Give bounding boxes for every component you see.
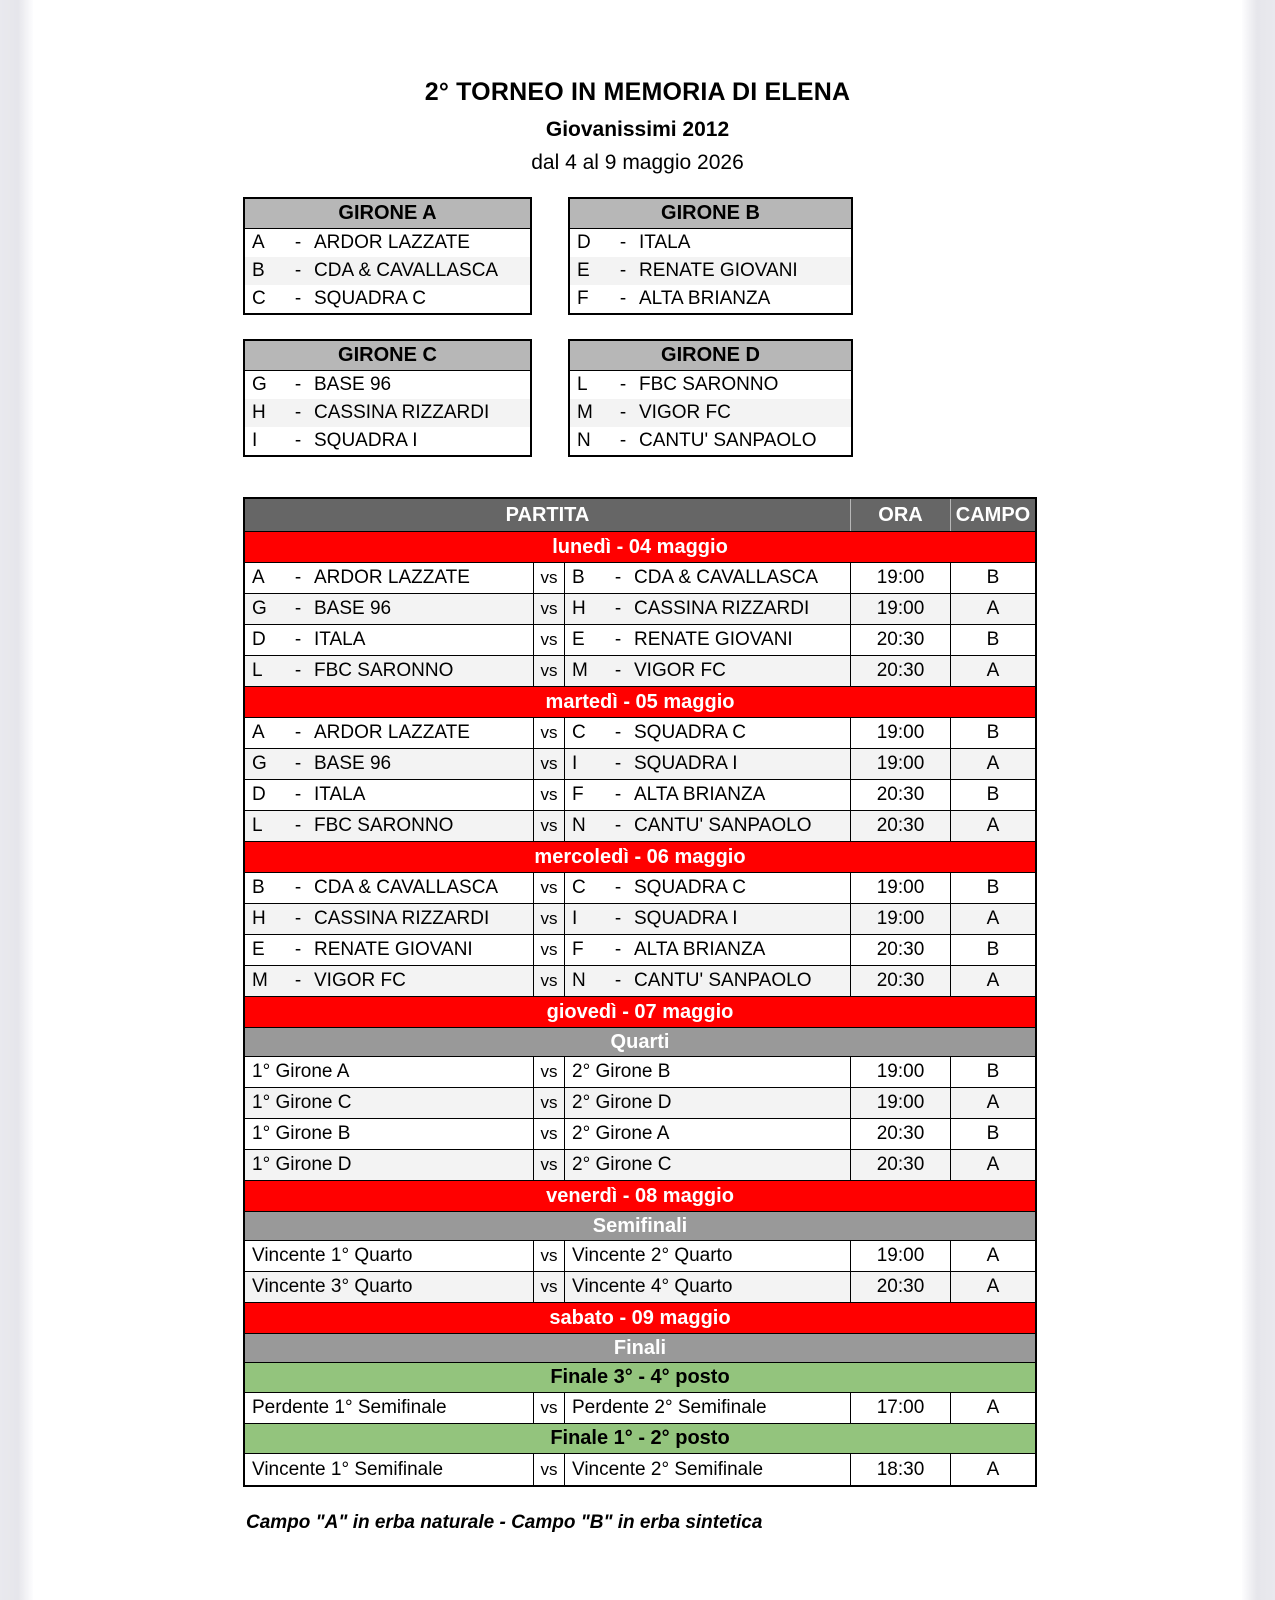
field-cell: B	[950, 1057, 1035, 1087]
team-name: Vincente 2° Quarto	[572, 1245, 733, 1266]
team-letter: C	[572, 722, 586, 743]
team-name: ARDOR LAZZATE	[314, 567, 470, 588]
group-box-girone-a	[243, 197, 532, 315]
team-name: Vincente 2° Semifinale	[572, 1458, 764, 1480]
match-row	[245, 904, 1035, 935]
vs-cell: vs	[533, 935, 565, 965]
team-dash: -	[619, 430, 627, 451]
match-row	[245, 749, 1035, 780]
time-cell: 20:30	[850, 1150, 950, 1180]
group-team-row	[245, 371, 530, 399]
vs-cell: vs	[533, 749, 565, 779]
date-range: dal 4 al 9 maggio 2026	[531, 151, 744, 174]
team-letter: N	[572, 815, 586, 836]
group-team-row	[245, 257, 530, 285]
group-header: GIRONE B	[570, 199, 851, 229]
team-dash: -	[294, 598, 302, 619]
away-team-cell	[565, 1241, 850, 1271]
team-name: ALTA BRIANZA	[634, 939, 766, 960]
team-letter: A	[252, 722, 265, 743]
vs-cell: vs	[533, 1119, 565, 1149]
team-dash: -	[619, 288, 627, 309]
team-dash: -	[614, 784, 622, 805]
vs-cell: vs	[533, 718, 565, 748]
team-name: CASSINA RIZZARDI	[314, 402, 490, 423]
team-dash: -	[619, 260, 627, 281]
time-cell: 19:00	[850, 873, 950, 903]
team-name: 2° Girone D	[572, 1092, 672, 1113]
team-name: CDA & CAVALLASCA	[314, 877, 499, 898]
team-name: CDA & CAVALLASCA	[314, 260, 499, 281]
home-team-cell	[245, 749, 533, 779]
team-letter: I	[572, 908, 578, 929]
title-block	[33, 78, 1242, 175]
match-row	[245, 966, 1035, 997]
col-header-partita: PARTITA	[505, 503, 590, 526]
home-team-cell	[245, 656, 533, 686]
away-team-cell	[565, 1454, 850, 1485]
team-dash: -	[294, 939, 302, 960]
vs-cell: vs	[533, 1454, 565, 1485]
field-cell: A	[950, 656, 1035, 686]
time-cell: 19:00	[850, 563, 950, 593]
team-letter: I	[572, 753, 578, 774]
team-name: ITALA	[639, 232, 691, 253]
group-boxes	[243, 197, 853, 457]
vs-cell: vs	[533, 1393, 565, 1423]
home-team-cell	[245, 1272, 533, 1302]
team-name: FBC SARONNO	[314, 815, 454, 836]
team-letter: E	[252, 939, 265, 960]
field-cell: B	[950, 780, 1035, 810]
match-row	[245, 1393, 1035, 1424]
team-name: BASE 96	[314, 598, 392, 619]
time-cell: 20:30	[850, 811, 950, 841]
team-letter: G	[252, 753, 267, 774]
team-name: SQUADRA C	[634, 877, 746, 898]
time-cell: 20:30	[850, 656, 950, 686]
team-dash: -	[294, 784, 302, 805]
team-name: SQUADRA I	[634, 908, 738, 929]
home-team-cell	[245, 1454, 533, 1485]
team-dash: -	[294, 815, 302, 836]
vs-cell: vs	[533, 1150, 565, 1180]
home-team-cell	[245, 1057, 533, 1087]
home-team-cell	[245, 935, 533, 965]
vs-cell: vs	[533, 811, 565, 841]
team-dash: -	[614, 753, 622, 774]
field-cell: A	[950, 749, 1035, 779]
time-cell: 20:30	[850, 1272, 950, 1302]
field-cell: A	[950, 966, 1035, 996]
home-team-cell	[245, 1088, 533, 1118]
team-name: VIGOR FC	[639, 402, 731, 423]
team-name: 1° Girone C	[252, 1092, 352, 1113]
time-cell: 20:30	[850, 780, 950, 810]
team-dash: -	[614, 629, 622, 650]
field-cell: A	[950, 1088, 1035, 1118]
team-name: Vincente 1° Quarto	[252, 1245, 413, 1266]
team-dash: -	[294, 629, 302, 650]
group-team-row	[570, 427, 851, 455]
team-letter: E	[577, 260, 590, 281]
vs-cell: vs	[533, 563, 565, 593]
team-dash: -	[619, 232, 627, 253]
team-name: 1° Girone D	[252, 1154, 352, 1175]
home-team-cell	[245, 1241, 533, 1271]
team-dash: -	[294, 374, 302, 395]
team-name: ITALA	[314, 784, 366, 805]
group-box-girone-c	[243, 339, 532, 457]
away-team-cell	[565, 563, 850, 593]
team-name: CASSINA RIZZARDI	[314, 908, 490, 929]
col-header-campo: CAMPO	[950, 499, 1035, 531]
team-name: Vincente 1° Semifinale	[252, 1458, 444, 1480]
group-team-row	[245, 285, 530, 313]
team-name: ARDOR LAZZATE	[314, 232, 470, 253]
team-name: CANTU' SANPAOLO	[634, 815, 812, 836]
team-letter: M	[572, 660, 588, 681]
team-letter: M	[577, 402, 593, 423]
team-letter: D	[252, 629, 266, 650]
group-box-girone-d	[568, 339, 853, 457]
field-cell: A	[950, 1272, 1035, 1302]
match-row	[245, 594, 1035, 625]
team-dash: -	[614, 815, 622, 836]
field-cell: A	[950, 1150, 1035, 1180]
vs-cell: vs	[533, 594, 565, 624]
match-row	[245, 873, 1035, 904]
team-letter: I	[252, 430, 258, 451]
team-name: 1° Girone A	[252, 1061, 350, 1082]
team-name: 2° Girone B	[572, 1061, 671, 1082]
team-letter: B	[252, 260, 265, 281]
team-dash: -	[294, 877, 302, 898]
vs-cell: vs	[533, 1057, 565, 1087]
vs-cell: vs	[533, 625, 565, 655]
footer-note: Campo "A" in erba naturale - Campo "B" in erba sintetica	[246, 1512, 763, 1533]
final-banner: Finale 3° - 4° posto	[245, 1363, 1035, 1393]
home-team-cell	[245, 563, 533, 593]
team-letter: N	[577, 430, 591, 451]
schedule-table	[243, 497, 1037, 1487]
group-team-row	[245, 229, 530, 257]
team-letter: B	[572, 567, 585, 588]
team-dash: -	[294, 430, 302, 451]
home-team-cell	[245, 625, 533, 655]
match-row	[245, 1241, 1035, 1272]
away-team-cell	[565, 594, 850, 624]
field-cell: A	[950, 594, 1035, 624]
team-name: Vincente 3° Quarto	[252, 1276, 413, 1297]
match-row	[245, 811, 1035, 842]
team-letter: B	[252, 877, 265, 898]
team-dash: -	[294, 232, 302, 253]
team-letter: H	[572, 598, 586, 619]
team-letter: C	[252, 288, 266, 309]
team-name: BASE 96	[314, 374, 392, 395]
team-dash: -	[619, 402, 627, 423]
team-name: SQUADRA I	[634, 753, 738, 774]
team-letter: A	[252, 567, 265, 588]
match-row	[245, 1088, 1035, 1119]
away-team-cell	[565, 966, 850, 996]
day-banner: mercoledì - 06 maggio	[245, 842, 1035, 873]
team-letter: C	[572, 877, 586, 898]
team-letter: G	[252, 374, 267, 395]
match-row	[245, 780, 1035, 811]
match-row	[245, 935, 1035, 966]
day-banner: sabato - 09 maggio	[245, 1303, 1035, 1334]
home-team-cell	[245, 1119, 533, 1149]
field-cell: A	[950, 1241, 1035, 1271]
time-cell: 20:30	[850, 935, 950, 965]
team-dash: -	[614, 908, 622, 929]
match-row	[245, 1057, 1035, 1088]
team-dash: -	[294, 722, 302, 743]
time-cell: 20:30	[850, 625, 950, 655]
team-dash: -	[614, 660, 622, 681]
team-name: RENATE GIOVANI	[634, 629, 793, 650]
team-letter: A	[252, 232, 265, 253]
team-dash: -	[614, 939, 622, 960]
team-name: ITALA	[314, 629, 366, 650]
team-letter: L	[252, 815, 263, 836]
page-edge-right	[1242, 0, 1275, 1600]
time-cell: 19:00	[850, 904, 950, 934]
home-team-cell	[245, 811, 533, 841]
team-dash: -	[614, 598, 622, 619]
away-team-cell	[565, 718, 850, 748]
away-team-cell	[565, 873, 850, 903]
team-name: VIGOR FC	[634, 660, 726, 681]
away-team-cell	[565, 749, 850, 779]
field-cell: B	[950, 935, 1035, 965]
match-row	[245, 1454, 1035, 1485]
away-team-cell	[565, 1150, 850, 1180]
team-dash: -	[614, 567, 622, 588]
vs-cell: vs	[533, 904, 565, 934]
stage-banner: Semifinali	[245, 1212, 1035, 1241]
team-dash: -	[294, 288, 302, 309]
page-title: 2° TORNEO IN MEMORIA DI ELENA	[424, 78, 851, 106]
team-name: RENATE GIOVANI	[314, 939, 473, 960]
vs-cell: vs	[533, 1088, 565, 1118]
team-name: ARDOR LAZZATE	[314, 722, 470, 743]
away-team-cell	[565, 904, 850, 934]
time-cell: 20:30	[850, 966, 950, 996]
page-edge-left	[0, 0, 33, 1600]
match-row	[245, 656, 1035, 687]
group-header: GIRONE C	[245, 341, 530, 371]
match-row	[245, 718, 1035, 749]
away-team-cell	[565, 811, 850, 841]
team-name: CASSINA RIZZARDI	[634, 598, 810, 619]
group-box-girone-b	[568, 197, 853, 315]
team-dash: -	[294, 660, 302, 681]
team-name: VIGOR FC	[314, 970, 406, 991]
time-cell: 18:30	[850, 1454, 950, 1485]
field-cell: A	[950, 1393, 1035, 1423]
team-name: Vincente 4° Quarto	[572, 1276, 733, 1297]
day-banner: giovedì - 07 maggio	[245, 997, 1035, 1028]
time-cell: 19:00	[850, 1057, 950, 1087]
team-letter: L	[577, 374, 588, 395]
home-team-cell	[245, 1393, 533, 1423]
team-letter: M	[252, 970, 268, 991]
team-name: CANTU' SANPAOLO	[639, 430, 817, 451]
field-cell: B	[950, 563, 1035, 593]
group-team-row	[570, 399, 851, 427]
match-row	[245, 1272, 1035, 1303]
team-letter: H	[252, 402, 266, 423]
col-header-ora: ORA	[850, 499, 950, 531]
group-header: GIRONE D	[570, 341, 851, 371]
team-name: RENATE GIOVANI	[639, 260, 798, 281]
team-dash: -	[614, 970, 622, 991]
team-name: SQUADRA C	[634, 722, 746, 743]
stage-banner: Quarti	[245, 1028, 1035, 1057]
team-letter: D	[577, 232, 591, 253]
home-team-cell	[245, 966, 533, 996]
team-letter: F	[572, 784, 584, 805]
team-name: 2° Girone C	[572, 1154, 672, 1175]
team-name: Perdente 1° Semifinale	[252, 1397, 447, 1418]
time-cell: 19:00	[850, 1241, 950, 1271]
team-dash: -	[294, 260, 302, 281]
match-row	[245, 625, 1035, 656]
away-team-cell	[565, 1119, 850, 1149]
home-team-cell	[245, 594, 533, 624]
match-row	[245, 1119, 1035, 1150]
team-letter: N	[572, 970, 586, 991]
vs-cell: vs	[533, 1241, 565, 1271]
team-name: FBC SARONNO	[314, 660, 454, 681]
vs-cell: vs	[533, 966, 565, 996]
schedule-header-row	[245, 499, 1035, 532]
group-team-row	[570, 257, 851, 285]
team-letter: F	[572, 939, 584, 960]
group-team-row	[570, 229, 851, 257]
team-name: FBC SARONNO	[639, 374, 779, 395]
team-name: 2° Girone A	[572, 1123, 670, 1144]
team-name: Perdente 2° Semifinale	[572, 1397, 767, 1418]
time-cell: 19:00	[850, 1088, 950, 1118]
match-row	[245, 1150, 1035, 1181]
home-team-cell	[245, 1150, 533, 1180]
away-team-cell	[565, 1272, 850, 1302]
away-team-cell	[565, 625, 850, 655]
vs-cell: vs	[533, 656, 565, 686]
field-cell: A	[950, 811, 1035, 841]
team-dash: -	[294, 402, 302, 423]
home-team-cell	[245, 718, 533, 748]
vs-cell: vs	[533, 873, 565, 903]
field-cell: B	[950, 718, 1035, 748]
page-subtitle: Giovanissimi 2012	[545, 118, 730, 141]
away-team-cell	[565, 1057, 850, 1087]
home-team-cell	[245, 780, 533, 810]
away-team-cell	[565, 656, 850, 686]
time-cell: 20:30	[850, 1119, 950, 1149]
team-name: SQUADRA C	[314, 288, 426, 309]
team-dash: -	[614, 877, 622, 898]
team-name: BASE 96	[314, 753, 392, 774]
away-team-cell	[565, 780, 850, 810]
away-team-cell	[565, 935, 850, 965]
final-banner: Finale 1° - 2° posto	[245, 1424, 1035, 1454]
time-cell: 17:00	[850, 1393, 950, 1423]
vs-cell: vs	[533, 780, 565, 810]
team-dash: -	[294, 908, 302, 929]
team-name: ALTA BRIANZA	[634, 784, 766, 805]
team-letter: E	[572, 629, 585, 650]
group-team-row	[245, 399, 530, 427]
field-cell: B	[950, 625, 1035, 655]
home-team-cell	[245, 873, 533, 903]
day-banner: lunedì - 04 maggio	[245, 532, 1035, 563]
team-letter: D	[252, 784, 266, 805]
stage-banner: Finali	[245, 1334, 1035, 1363]
vs-cell: vs	[533, 1272, 565, 1302]
time-cell: 19:00	[850, 718, 950, 748]
team-name: 1° Girone B	[252, 1123, 351, 1144]
group-team-row	[570, 371, 851, 399]
team-letter: G	[252, 598, 267, 619]
team-name: ALTA BRIANZA	[639, 288, 771, 309]
team-dash: -	[294, 970, 302, 991]
team-dash: -	[294, 753, 302, 774]
field-cell: B	[950, 873, 1035, 903]
team-dash: -	[294, 567, 302, 588]
field-cell: A	[950, 904, 1035, 934]
team-name: SQUADRA I	[314, 430, 418, 451]
group-team-row	[570, 285, 851, 313]
away-team-cell	[565, 1393, 850, 1423]
time-cell: 19:00	[850, 749, 950, 779]
field-cell: B	[950, 1119, 1035, 1149]
team-letter: F	[577, 288, 589, 309]
day-banner: venerdì - 08 maggio	[245, 1181, 1035, 1212]
team-dash: -	[619, 374, 627, 395]
team-letter: L	[252, 660, 263, 681]
group-header: GIRONE A	[245, 199, 530, 229]
day-banner: martedì - 05 maggio	[245, 687, 1035, 718]
team-name: CDA & CAVALLASCA	[634, 567, 819, 588]
home-team-cell	[245, 904, 533, 934]
team-letter: H	[252, 908, 266, 929]
match-row	[245, 563, 1035, 594]
time-cell: 19:00	[850, 594, 950, 624]
group-team-row	[245, 427, 530, 455]
away-team-cell	[565, 1088, 850, 1118]
team-name: CANTU' SANPAOLO	[634, 970, 812, 991]
field-cell: A	[950, 1454, 1035, 1485]
team-dash: -	[614, 722, 622, 743]
